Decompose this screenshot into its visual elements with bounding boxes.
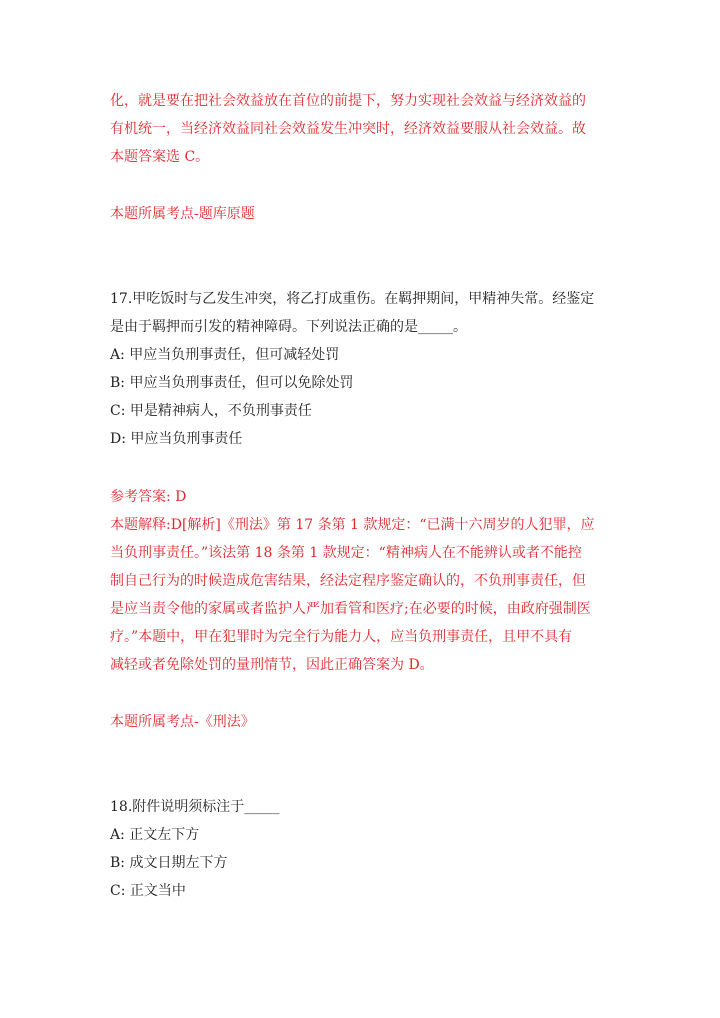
q17-answer: 参考答案: D (110, 489, 187, 505)
q17-stem-line-2: 是由于羁押而引发的精神障碍。下列说法正确的是_____。 (110, 319, 467, 335)
q17-explanation-line-5: 疗。”本题中，甲在犯罪时为完全行为能力人，应当负刑事责任，且甲不具有 (110, 629, 573, 645)
q17-option-d: D: 甲应当负刑事责任 (110, 431, 243, 447)
prev-explanation-line-1: 化，就是要在把社会效益放在首位的前提下，努力实现社会效益与经济效益的 (110, 93, 586, 109)
q17-explanation-line-6: 减轻或者免除处罚的量刑情节，因此正确答案为 D。 (110, 657, 434, 673)
q17-explanation-line-3: 制自己行为的时候造成危害结果，经法定程序鉴定确认的，不负刑事责任，但 (110, 573, 586, 589)
prev-knowledge-point: 本题所属考点-题库原题 (110, 206, 255, 222)
q18-option-a: A: 正文左下方 (110, 827, 200, 843)
q17-stem-line-1: 17.甲吃饭时与乙发生冲突，将乙打成重伤。在羁押期间，甲精神失常。经鉴定 (110, 291, 595, 307)
q18-option-b: B: 成文日期左下方 (110, 855, 228, 871)
prev-explanation-line-2: 有机统一，当经济效益同社会效益发生冲突时，经济效益要服从社会效益。故 (110, 121, 586, 137)
q17-option-a: A: 甲应当负刑事责任，但可减轻处罚 (110, 347, 340, 363)
prev-explanation-line-3: 本题答案选 C。 (110, 149, 210, 165)
q17-explanation-line-1: 本题解释:D[解析]《刑法》第 17 条第 1 款规定：“已满十六周岁的人犯罪，应 (110, 517, 595, 533)
q17-explanation-line-4: 是应当责令他的家属或者监护人严加看管和医疗;在必要的时候，由政府强制医 (110, 601, 591, 617)
q18-option-c: C: 正文当中 (110, 883, 186, 899)
q17-option-c: C: 甲是精神病人，不负刑事责任 (110, 403, 312, 419)
q18-stem: 18.附件说明须标注于_____ (110, 799, 280, 815)
q17-knowledge-point: 本题所属考点-《刑法》 (110, 714, 255, 730)
q17-explanation-line-2: 当负刑事责任。”该法第 18 条第 1 款规定：“精神病人在不能辨认或者不能控 (110, 545, 582, 561)
q17-option-b: B: 甲应当负刑事责任，但可以免除处罚 (110, 375, 354, 391)
